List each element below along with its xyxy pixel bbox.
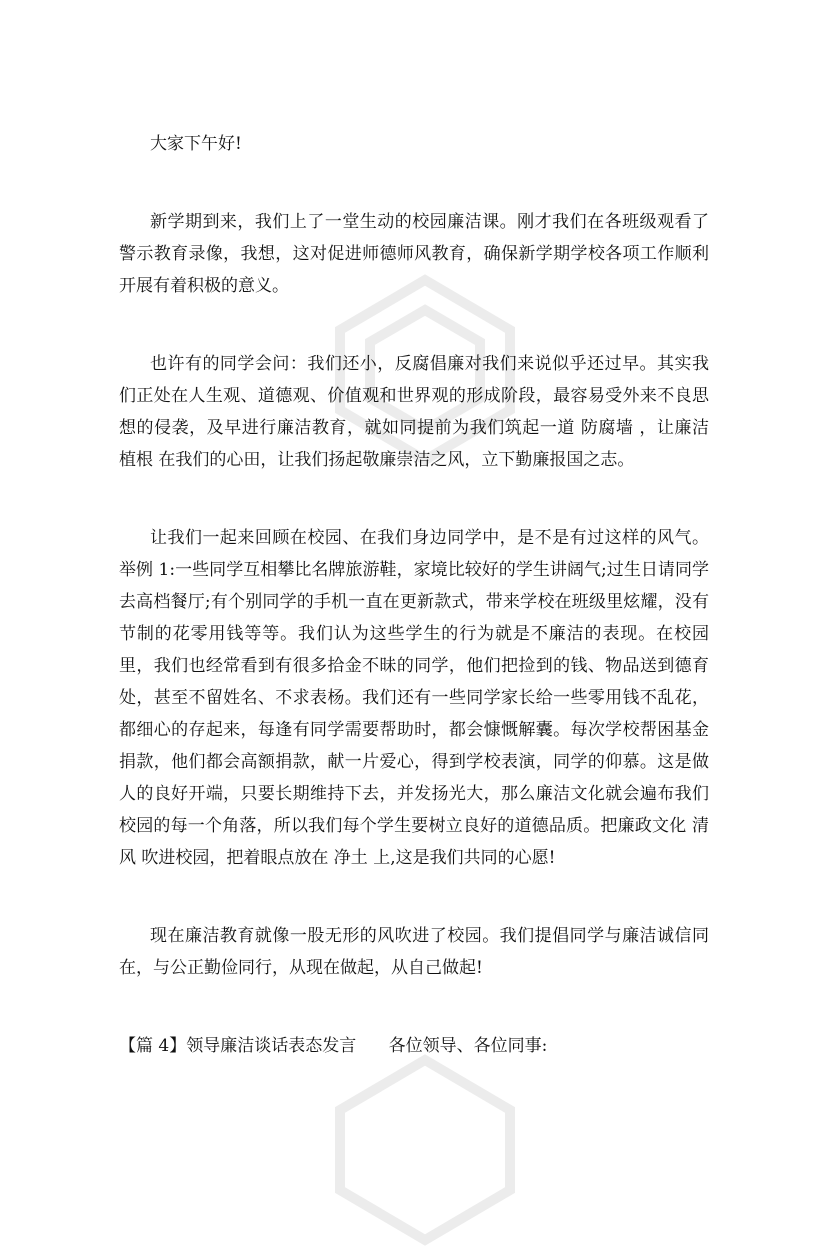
greeting: 大家下午好!	[150, 134, 242, 154]
paragraph-2: 也许有的同学会问：我们还小，反腐倡廉对我们来说似乎还过早。其实我们正处在人生观、道德观、价值观和世界观的形成阶段，最容易受外来不良思想的侵袭，及早进行廉洁教育，就如同提前为我们筑起一道 防腐墙 ，让廉洁 植根 在我们的心田，让我们扬起敬廉崇洁之风，立下勤廉报国之志。	[119, 354, 709, 470]
paragraph-4: 现在廉洁教育就像一股无形的风吹进了校园。我们提倡同学与廉洁诚信同在，与公正勤俭同行，从现在做起，从自己做起!	[119, 926, 709, 978]
document-body	[119, 128, 709, 1062]
section-heading: 【篇 4】领导廉洁谈话表态发言 各位领导、各位同事:	[119, 1036, 548, 1056]
watermark-logo-icon-2	[330, 1050, 520, 1250]
paragraph-1: 新学期到来，我们上了一堂生动的校园廉洁课。刚才我们在各班级观看了警示教育录像，我想，这对促进师德师风教育，确保新学期学校各项工作顺利开展有着积极的意义。	[119, 212, 709, 296]
paragraph-3: 让我们一起来回顾在校园、在我们身边同学中，是不是有过这样的风气。举例 1:一些同学互相攀比名牌旅游鞋，家境比较好的学生讲阔气;过生日请同学去高档餐厅;有个别同学的手机一直在更新款式，带来学校在班级里炫耀，没有节制的花零用钱等等。我们认为这些学生的行为就是不廉洁的表现。在校园里，我们也经常看到有很多拾金不昧的同学，他们把捡到的钱、物品送到德育处，甚至不留姓名、不求表杨。我们还有一些同学家长给一些零用钱不乱花，都细心的存起来，每逢有同学需要帮助时，都会慷慨解囊。每次学校帮困基金捐款，他们都会高额捐款，献一片爱心，得到学校表演，同学的仰慕。这是做人的良好开端，只要长期维持下去，并发扬光大，那么廉洁文化就会遍布我们校园的每一个角落，所以我们每个学生要树立良好的道德品质。把廉政文化 清风 吹进校园，把着眼点放在 净土 上,这是我们共同的心愿!	[119, 528, 709, 868]
